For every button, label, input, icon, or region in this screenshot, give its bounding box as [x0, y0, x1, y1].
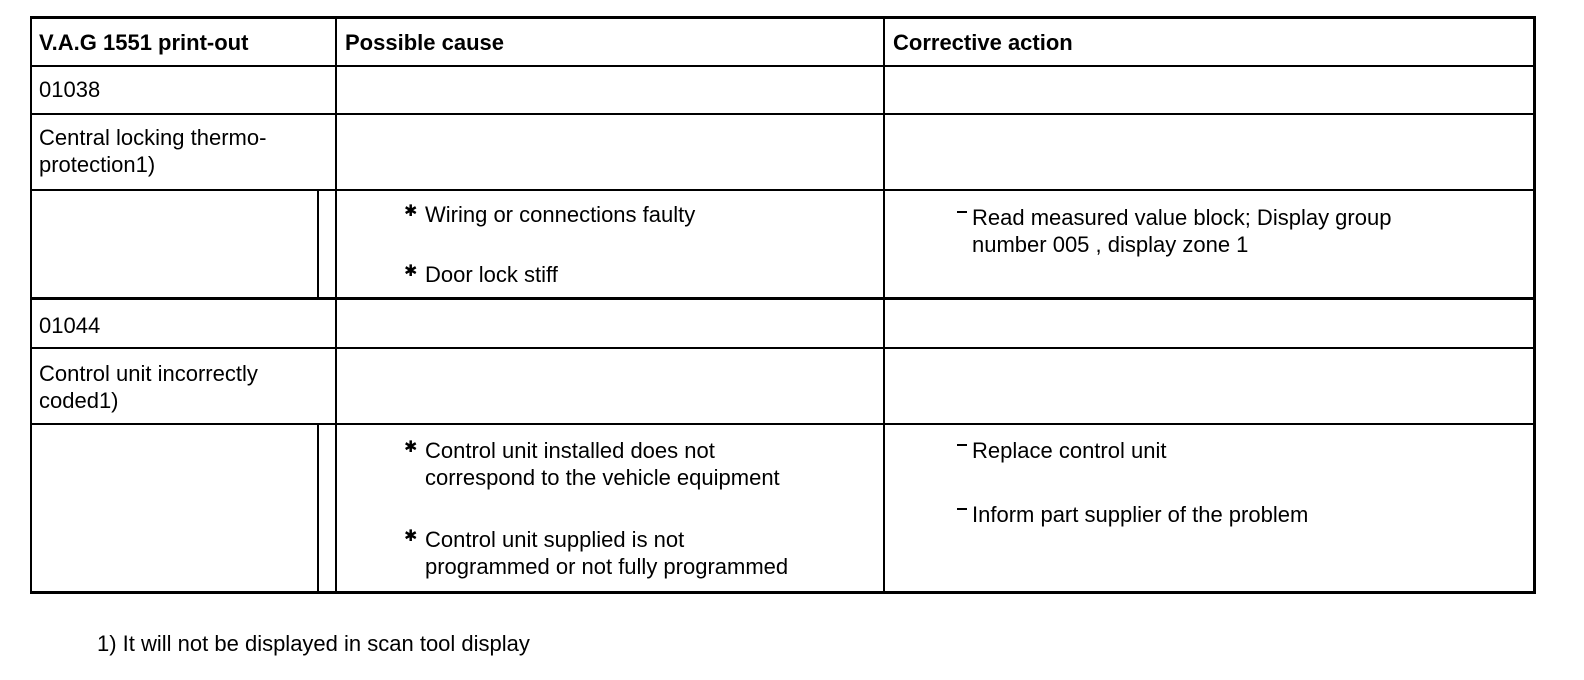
row-divider — [30, 189, 1536, 191]
row-divider — [30, 113, 1536, 115]
bullet-icon: ✱ — [404, 263, 418, 280]
possible-cause-line: Control unit supplied is not — [425, 527, 685, 552]
corrective-action-line: number 005 , display zone 1 — [972, 232, 1249, 257]
fault-code-table — [30, 16, 1536, 594]
row-divider — [30, 347, 1536, 349]
table-border-top — [30, 16, 1536, 19]
header-col-printout: V.A.G 1551 print-out — [39, 30, 249, 55]
table-border-bottom — [30, 591, 1536, 594]
fault-title-line: Central locking thermo- — [39, 125, 267, 150]
footnote: 1) It will not be displayed in scan tool display — [97, 631, 530, 656]
table-border-right — [1533, 16, 1536, 594]
row-divider — [30, 423, 1536, 425]
possible-cause: Wiring or connections faulty — [425, 202, 696, 227]
header-col-action: Corrective action — [893, 30, 1073, 55]
corrective-action: Inform part supplier of the problem — [972, 502, 1309, 527]
possible-cause-line: correspond to the vehicle equipment — [425, 465, 780, 490]
header-col-cause: Possible cause — [345, 30, 504, 55]
fault-title-line: coded1) — [39, 388, 119, 413]
fault-code: 01038 — [39, 77, 101, 102]
column-divider-2 — [883, 16, 885, 594]
corrective-action: Replace control unit — [972, 438, 1167, 463]
possible-cause-line: programmed or not fully programmed — [425, 554, 789, 579]
fault-title-line: Control unit incorrectly — [39, 361, 258, 386]
block-divider — [30, 297, 1536, 300]
bullet-icon: ✱ — [404, 439, 418, 456]
fault-code: 01044 — [39, 313, 101, 338]
bullet-icon: ✱ — [404, 528, 418, 545]
corrective-action-line: Read measured value block; Display group — [972, 205, 1392, 230]
row-divider — [30, 65, 1536, 67]
inner-cell-rule — [317, 423, 319, 593]
column-divider-1 — [335, 16, 337, 594]
possible-cause-line: Control unit installed does not — [425, 438, 715, 463]
possible-cause: Door lock stiff — [425, 262, 558, 287]
dash-icon — [957, 211, 967, 213]
bullet-icon: ✱ — [404, 203, 418, 220]
inner-cell-rule — [317, 189, 319, 299]
dash-icon — [957, 508, 967, 510]
dash-icon — [957, 444, 967, 446]
table-border-left — [30, 16, 32, 594]
fault-title-line: protection1) — [39, 152, 156, 177]
